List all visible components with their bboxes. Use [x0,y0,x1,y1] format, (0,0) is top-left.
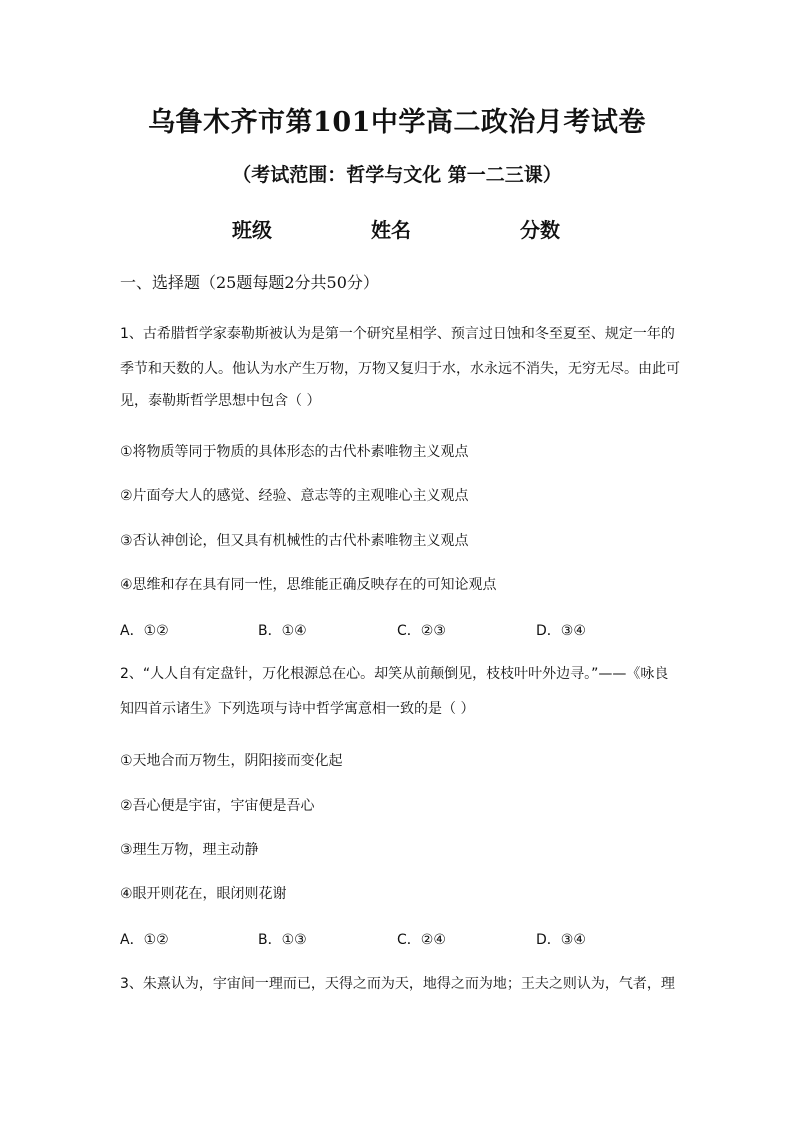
exam-title: 乌鲁木齐市第101中学高二政治月考试卷 [148,107,646,138]
option-statement: ④思维和存在具有同一性，思维能正确反映存在的可知论观点 [120,577,497,593]
question-stem-line: 2、“人人自有定盘针，万化根源总在心。却笑从前颠倒见，枝枝叶叶外边寻。”——《咏良 [120,666,669,682]
option-statement: ③理生万物，理主动静 [120,842,259,858]
question-stem-line: 知四首示诸生》下列选项与诗中哲学寓意相一致的是（ ） [120,701,475,717]
option-statement: ①天地合而万物生，阴阳接而变化起 [120,753,343,769]
answer-choice-d: D．③④ [536,932,586,948]
answer-choice-c: C．②③ [397,623,446,639]
option-statement: ①将物质等同于物质的具体形态的古代朴素唯物主义观点 [120,444,469,460]
score-field-label: 分数 [520,218,560,242]
answer-choice-a: A．①② [120,932,169,948]
option-statement: ④眼开则花在，眼闭则花谢 [120,886,287,902]
option-statement: ②片面夸大人的感觉、经验、意志等的主观唯心主义观点 [120,488,469,504]
question-stem-line: 季节和天数的人。他认为水产生万物，万物又复归于水，水永远不消失，无穷无尽。由此可 [120,361,680,377]
exam-scope-subtitle: （考试范围：哲学与文化 第一二三课） [232,164,562,186]
option-statement: ②吾心便是宇宙，宇宙便是吾心 [120,798,315,814]
answer-choice-b: B．①④ [258,623,307,639]
section-heading: 一、选择题（25题每题2分共50分） [120,273,379,292]
answer-choice-c: C．②④ [397,932,446,948]
question-stem-line: 3、朱熹认为，宇宙间一理而已，天得之而为天，地得之而为地；王夫之则认为，气者，理 [120,976,675,992]
question-stem-line: 见，泰勒斯哲学思想中包含（ ） [120,393,321,409]
question-stem-line: 1、古希腊哲学家泰勒斯被认为是第一个研究星相学、预言过日蚀和冬至夏至、规定一年的 [120,326,675,342]
name-field-label: 姓名 [371,218,411,242]
answer-choice-a: A．①② [120,623,169,639]
class-field-label: 班级 [232,218,272,242]
answer-choice-b: B．①③ [258,932,307,948]
answer-choice-d: D．③④ [536,623,586,639]
student-info-row [0,214,794,242]
option-statement: ③否认神创论，但又具有机械性的古代朴素唯物主义观点 [120,533,469,549]
